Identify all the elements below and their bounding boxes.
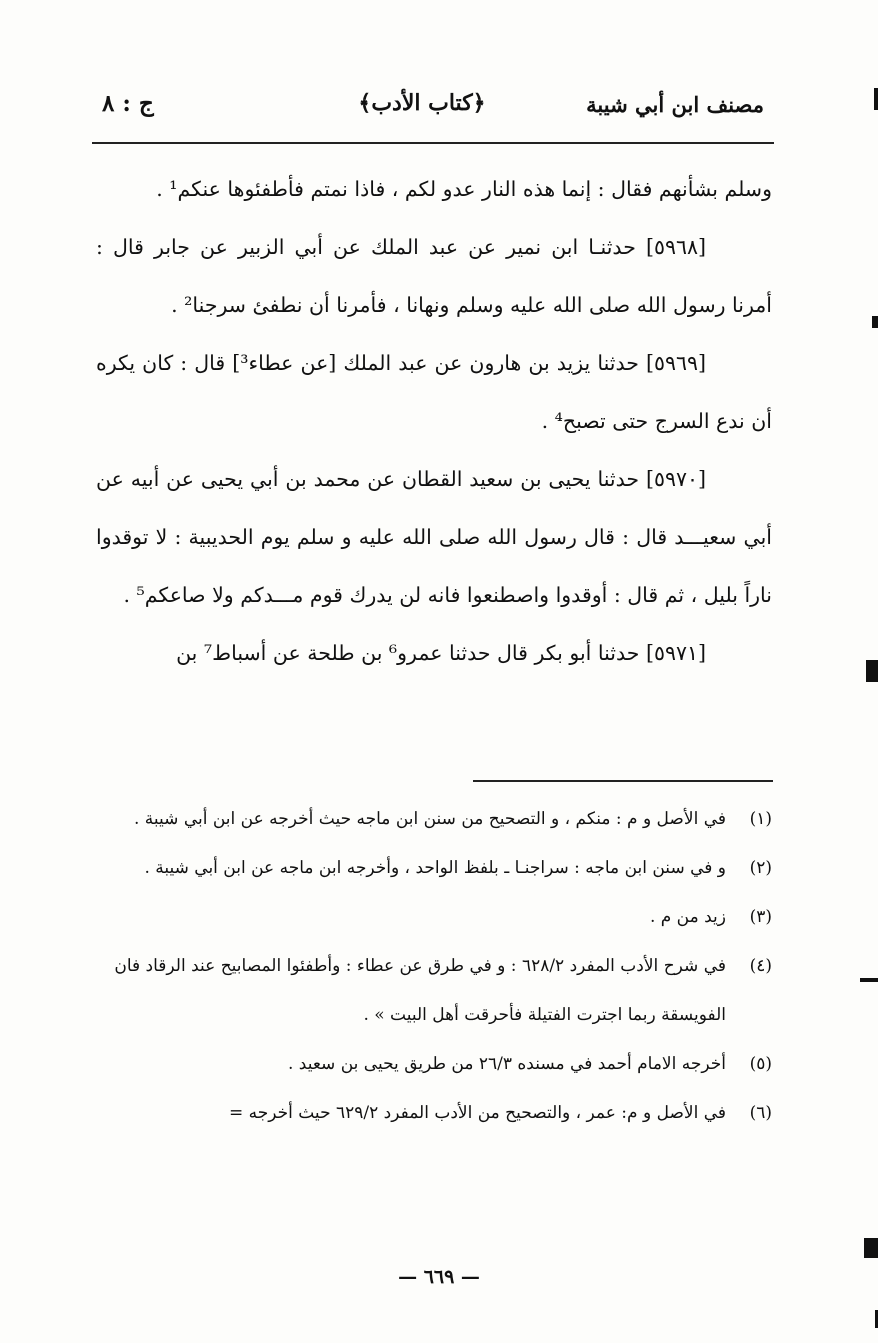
- scan-mark: [872, 316, 878, 328]
- running-header: [92, 88, 772, 138]
- hadith-5969: [٥٩٦٩] حدثنا يزيد بن هارون عن عبد الملك [عن عطاء³] قال : كان يكره أن ندع السرج حتى تصبح⁴ .: [96, 351, 772, 433]
- volume-label: ج : ٨: [102, 90, 154, 117]
- footnote-text: زيد من م .: [649, 907, 726, 927]
- footnote-4: [96, 942, 772, 1040]
- page-number: — ٦٦٩ —: [398, 1266, 480, 1288]
- hadith-5971: [٥٩٧١] حدثنا أبو بكر قال حدثنا عمرو⁶ بن طلحة عن أسباط⁷ بن: [176, 641, 706, 665]
- scan-mark: [860, 978, 878, 982]
- footnote-3: [96, 893, 772, 942]
- scan-mark: [864, 1238, 878, 1258]
- footnotes-section: [96, 795, 772, 1138]
- footnote-number: (٣): [749, 907, 772, 927]
- footnote-text: في شرح الأدب المفرد ٦٢٨/٢ : و في طرق عن عطاء : وأطفئوا المصابيح عند الرقاد فان الفويسقة ربما اجترت الفتيلة فأحرقت أهل البيت » .: [114, 956, 726, 1025]
- book-title: مصنف ابن أبي شيبة: [586, 92, 764, 117]
- footnote-1: [96, 795, 772, 844]
- hadith-5970: [٥٩٧٠] حدثنا يحيى بن سعيد القطان عن محمد بن أبي يحيى عن أبيه عن أبي سعيـــد قال : قال رسول الله صلى الله عليه و سلم يوم الحديبية : لا توقدوا ناراً بليل ، ثم قال : أوقدوا واصطنعوا فانه لن يدرك قوم مـــدكم ولا صاعكم⁵ .: [96, 467, 772, 607]
- footnote-text: في الأصل و م : منكم ، و التصحيح من سنن ابن ماجه حيث أخرجه عن ابن أبي شيبة .: [133, 809, 726, 829]
- footnote-text: أخرجه الامام أحمد في مسنده ٢٦/٣ من طريق يحيى بن سعيد .: [288, 1054, 726, 1074]
- hadith-5968: [٥٩٦٨] حدثنـا ابن نمير عن عبد الملك عن أبي الزبير عن جابر قال : أمرنا رسول الله صلى الله عليه وسلم ونهانا ، فأمرنا أن نطفئ سرجنا² .: [96, 235, 772, 317]
- footnote-divider: [473, 780, 773, 782]
- main-text: [96, 160, 772, 682]
- footnote-text: في الأصل و م: عمر ، والتصحيح من الأدب المفرد ٦٢٩/٢ حيث أخرجه =: [228, 1103, 726, 1123]
- continuation-paragraph: وسلم بشأنهم فقال : إنما هذه النار عدو لكم ، فاذا نمتم فأطفئوها عنكم¹ .: [156, 177, 772, 201]
- footnote-number: (٦): [749, 1103, 772, 1123]
- header-divider: [92, 142, 774, 144]
- footnote-6: [96, 1089, 772, 1138]
- footnote-number: (٥): [749, 1054, 772, 1074]
- scan-mark: [874, 88, 878, 110]
- footnote-5: [96, 1040, 772, 1089]
- footnote-2: [96, 844, 772, 893]
- footnote-text: و في سنن ابن ماجه : سراجنـا ـ بلفظ الواحد ، وأخرجه ابن ماجه عن ابن أبي شيبة .: [144, 858, 726, 878]
- chapter-title: ﴿كتاب الأدب﴾: [358, 90, 486, 116]
- scan-mark: [866, 660, 878, 682]
- footnote-number: (٢): [749, 858, 772, 878]
- footnote-number: (٤): [749, 956, 772, 976]
- footnote-number: (١): [749, 809, 772, 829]
